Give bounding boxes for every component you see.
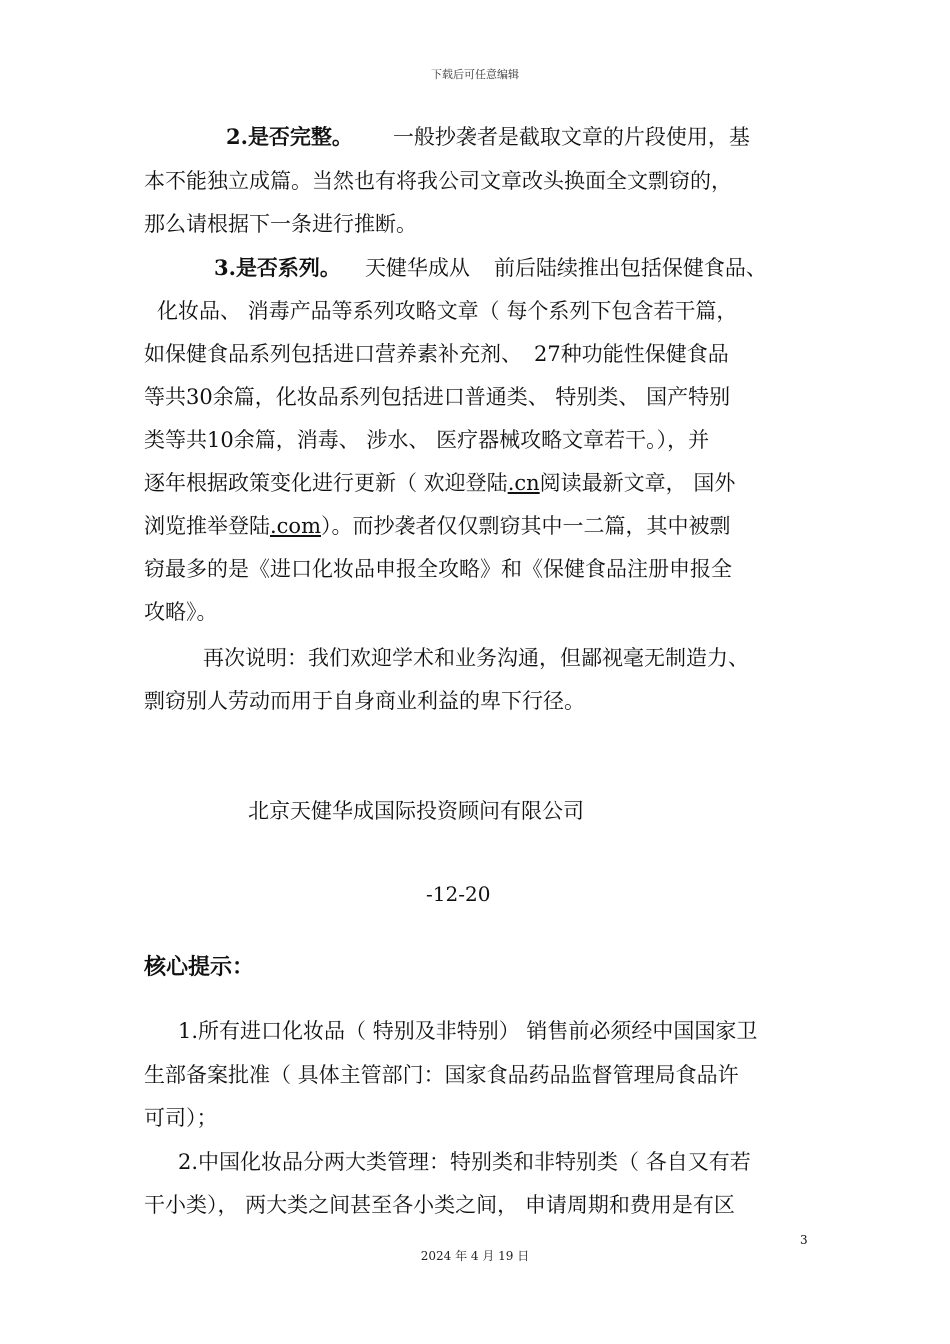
section-3-number: 3. [214, 255, 236, 280]
section-3-line-3 [144, 339, 729, 369]
section-3-line-7 [144, 511, 731, 541]
document-date: -12-20 [426, 882, 491, 906]
section-2-title: 是否完整。 [247, 125, 353, 149]
company-name: 北京天健华成国际投资顾问有限公司 [248, 799, 584, 823]
text-segment: 类等共 [144, 428, 207, 452]
text-segment: ）。而抄袭者仅仅剽窃其中一二篇，其中被剽 [321, 514, 731, 538]
text-segment: 中国化妆品分两大类管理：特别类和非特别类（ 各自又有若 [198, 1150, 751, 1174]
text-segment: 阅读最新文章， 国外 [539, 471, 736, 495]
section-2-number: 2. [226, 124, 248, 149]
section-3-line-5 [144, 425, 709, 455]
core-tips-heading: 核心提示： [144, 955, 255, 980]
section-2-first-line [226, 122, 750, 152]
page-number: 3 [800, 1233, 808, 1247]
text-segment: 如保健食品系列包括进口营养素补充剂、 [144, 342, 522, 366]
text-segment: 所有进口化妆品（ 特别及非特别） 销售前必须经中国国家卫 [198, 1019, 758, 1043]
text-segment: 余篇，消毒、 涉水、 医疗器械攻略文章若干。），并 [233, 428, 710, 452]
link-com[interactable]: .com [270, 514, 321, 538]
footer-date: 2024 年 4 月 19 日 [420, 1249, 530, 1263]
section-3-text-b: 前后陆续推出包括保健食品、 [493, 256, 767, 280]
text-segment: 逐年根据政策变化进行更新（ 欢迎登陆 [144, 471, 508, 495]
restatement-line-2: 剽窃别人劳动而用于自身商业利益的卑下行径。 [144, 689, 585, 713]
page-header: 下载后可任意编辑 [431, 68, 519, 81]
section-3-first-line [214, 253, 767, 283]
core-item-1-line-1 [178, 1016, 757, 1046]
core-item-2-line-1 [178, 1147, 751, 1177]
section-3-line-9: 攻略》。 [144, 600, 218, 624]
core-item-1-number: 1. [178, 1019, 199, 1043]
text-segment: 种功能性保健食品 [560, 342, 729, 366]
text-segment: 余篇，化妆品系列包括进口普通类、 特别类、 国产特别 [212, 385, 731, 409]
core-item-2-number: 2. [178, 1150, 199, 1174]
core-item-1-line-2: 生部备案批准（ 具体主管部门：国家食品药品监督管理局食品许 [144, 1063, 739, 1087]
section-3-title: 是否系列。 [235, 256, 341, 280]
text-segment: 等共 [144, 385, 186, 409]
number-27: 27 [534, 342, 561, 366]
section-2-line-3: 那么请根据下一条进行推断。 [144, 212, 417, 236]
restatement-line-1: 再次说明：我们欢迎学术和业务沟通，但鄙视毫无制造力、 [203, 646, 749, 670]
section-3-line-6 [144, 468, 735, 498]
number-10: 10 [207, 428, 234, 452]
text-segment: 浏览推举登陆 [144, 514, 270, 538]
section-3-line-4 [144, 382, 730, 412]
section-2-text: 一般抄袭者是截取文章的片段使用，基 [392, 125, 750, 149]
section-2-line-2: 本不能独立成篇。当然也有将我公司文章改头换面全文剽窃的， [144, 169, 732, 193]
core-item-2-line-2: 干小类）， 两大类之间甚至各小类之间， 申请周期和费用是有区 [144, 1193, 735, 1217]
core-item-1-line-3: 可司）； [144, 1106, 218, 1130]
section-3-line-2: 化妆品、 消毒产品等系列攻略文章（ 每个系列下包含若干篇， [157, 299, 738, 323]
link-cn[interactable]: .cn [507, 471, 540, 495]
section-3-line-8: 窃最多的是《进口化妆品申报全攻略》和《保健食品注册申报全 [144, 557, 732, 581]
number-30: 30 [186, 385, 213, 409]
section-3-text-a: 天健华成从 [364, 256, 470, 280]
